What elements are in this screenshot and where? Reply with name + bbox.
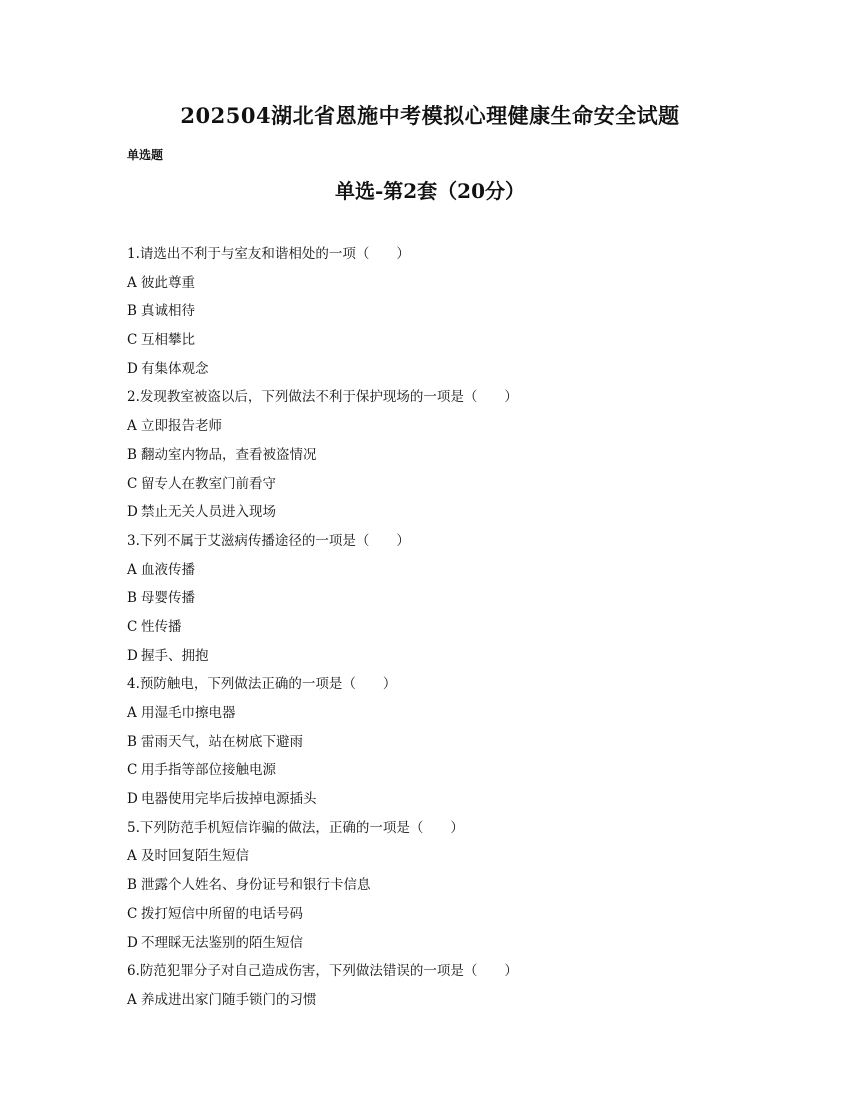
option-text: 泄露个人姓名、身份证号和银行卡信息 — [141, 877, 371, 894]
option-text: 雷雨天气，站在树底下避雨 — [141, 733, 303, 750]
option-letter: A — [127, 418, 137, 435]
question-list — [127, 244, 767, 1019]
option-text: 不理睬无法鉴别的陌生短信 — [141, 934, 303, 951]
option-letter: B — [127, 733, 137, 750]
answer-option — [127, 359, 767, 388]
option-letter: A — [127, 991, 137, 1008]
answer-option — [127, 933, 767, 962]
answer-option — [127, 789, 767, 818]
option-text: 有集体观念 — [141, 360, 209, 377]
option-text: 互相攀比 — [141, 332, 195, 349]
answer-option — [127, 273, 767, 302]
option-letter: D — [127, 504, 138, 521]
answer-option — [127, 416, 767, 445]
answer-option — [127, 474, 767, 503]
option-letter: B — [127, 446, 137, 463]
document-title: 202504湖北省恩施中考模拟心理健康生命安全试题 — [180, 103, 680, 128]
option-letter: A — [127, 848, 137, 865]
answer-option — [127, 588, 767, 617]
option-letter: A — [127, 705, 137, 721]
option-text: 性传播 — [141, 618, 182, 635]
option-text: 拨打短信中所留的电话号码 — [141, 905, 303, 922]
question-stem: 3.下列不属于艾滋病传播途径的一项是（ ） — [127, 532, 410, 549]
option-text: 用湿毛巾擦电器 — [141, 705, 236, 721]
answer-option — [127, 703, 767, 732]
option-letter: B — [127, 877, 137, 894]
answer-option — [127, 617, 767, 646]
option-text: 电器使用完毕后拔掉电源插头 — [141, 791, 317, 808]
option-letter: C — [127, 475, 138, 492]
answer-option — [127, 875, 767, 904]
question-stem: 2.发现教室被盗以后，下列做法不利于保护现场的一项是（ ） — [127, 389, 518, 406]
question-stem: 6.防范犯罪分子对自己造成伤害，下列做法错误的一项是（ ） — [127, 963, 518, 980]
answer-option — [127, 904, 767, 933]
answer-option — [127, 732, 767, 761]
answer-option — [127, 990, 767, 1019]
option-text: 母婴传播 — [141, 590, 195, 607]
option-text: 用手指等部位接触电源 — [141, 762, 276, 779]
option-text: 血液传播 — [141, 561, 195, 578]
option-letter: C — [127, 762, 138, 779]
question-stem: 1.请选出不利于与室友和谐相处的一项（ ） — [127, 246, 410, 262]
option-text: 彼此尊重 — [141, 274, 195, 291]
option-letter: D — [127, 647, 138, 664]
option-letter: C — [127, 618, 138, 635]
answer-option — [127, 846, 767, 875]
option-text: 留专人在教室门前看守 — [141, 475, 276, 492]
option-text: 握手、拥抱 — [141, 647, 209, 664]
option-letter: C — [127, 332, 138, 349]
answer-option — [127, 445, 767, 474]
answer-option — [127, 560, 767, 589]
option-letter: D — [127, 934, 138, 951]
question-stem: 4.预防触电，下列做法正确的一项是（ ） — [127, 676, 397, 693]
option-text: 真诚相待 — [141, 303, 195, 320]
option-text: 翻动室内物品，查看被盗情况 — [141, 446, 317, 463]
set-title: 单选-第2套（20分） — [334, 179, 526, 203]
option-letter: A — [127, 561, 137, 578]
answer-option — [127, 760, 767, 789]
option-text: 禁止无关人员进入现场 — [141, 504, 276, 521]
option-letter: D — [127, 791, 138, 808]
option-letter: B — [127, 303, 137, 320]
answer-option — [127, 301, 767, 330]
answer-option — [127, 502, 767, 531]
option-text: 养成进出家门随手锁门的习惯 — [141, 991, 317, 1008]
option-letter: B — [127, 590, 137, 607]
answer-option — [127, 330, 767, 359]
answer-option — [127, 646, 767, 675]
option-text: 及时回复陌生短信 — [141, 848, 249, 865]
section-label: 单选题 — [127, 148, 164, 162]
question-stem: 5.下列防范手机短信诈骗的做法，正确的一项是（ ） — [127, 819, 464, 836]
option-letter: A — [127, 274, 137, 291]
option-text: 立即报告老师 — [141, 418, 222, 435]
option-letter: C — [127, 905, 138, 922]
option-letter: D — [127, 360, 138, 377]
